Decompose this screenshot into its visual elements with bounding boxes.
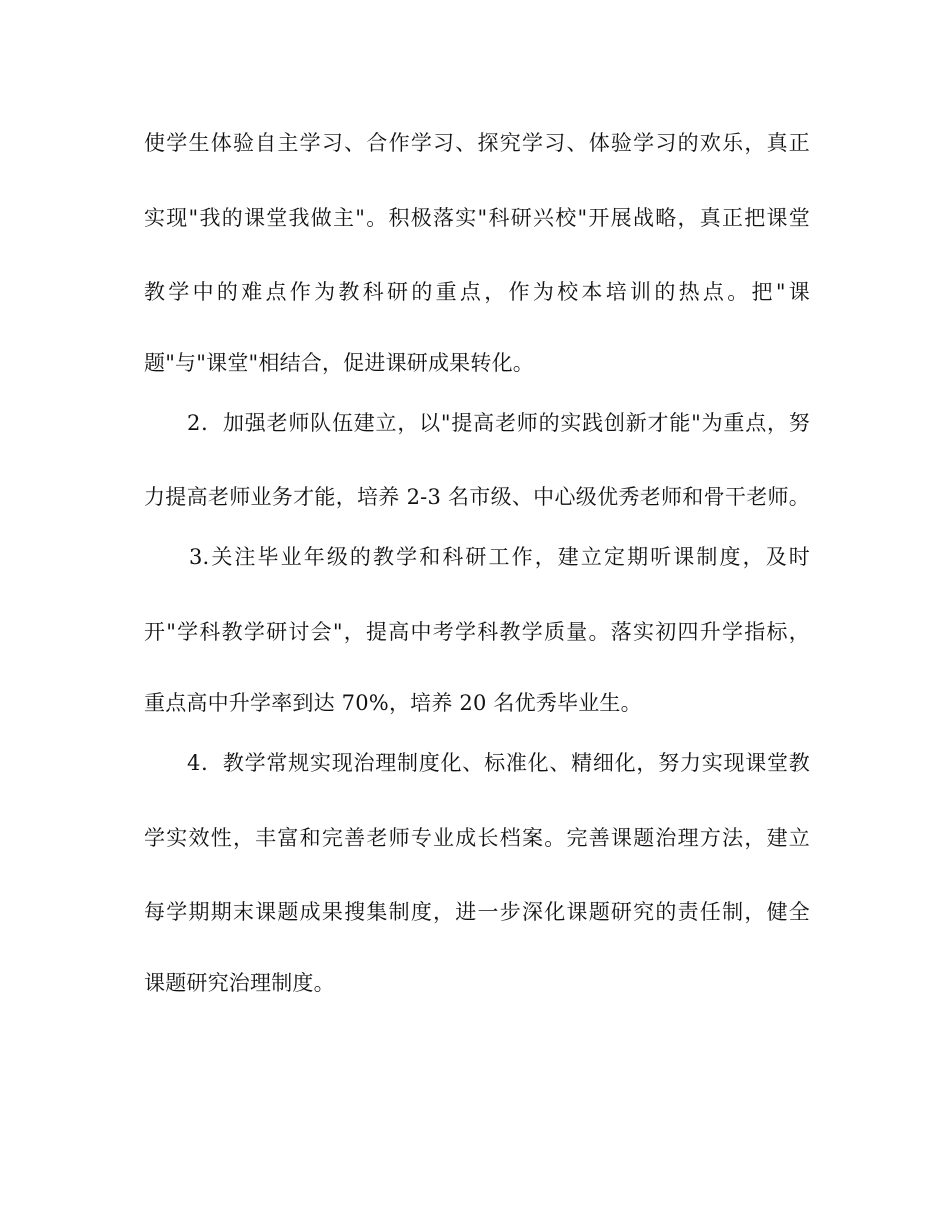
paragraph-1-line-2: 实现"我的课堂我做主"。积极落实"科研兴校"开展战略，真正把课堂 (144, 206, 810, 230)
paragraph-4-line-1: 4．教学常规实现治理制度化、标准化、精细化，努力实现课堂教 (187, 751, 810, 775)
paragraph-3-line-3: 重点高中升学率到达 70%，培养 20 名优秀毕业生。 (144, 691, 642, 715)
paragraph-4-line-2: 学实效性，丰富和完善老师专业成长档案。完善课题治理方法，建立 (144, 826, 810, 850)
paragraph-1-line-4: 题"与"课堂"相结合，促进课研成果转化。 (144, 351, 534, 375)
paragraph-1-line-3: 教学中的难点作为教科研的重点，作为校本培训的热点。把"课 (144, 280, 810, 304)
paragraph-3-line-2: 开"学科教学研讨会"，提高中考学科教学质量。落实初四升学指标， (144, 620, 810, 644)
paragraph-2-line-2: 力提高老师业务才能，培养 2-3 名市级、中心级优秀老师和骨干老师。 (144, 485, 810, 509)
paragraph-3-line-1: 3.关注毕业年级的教学和科研工作，建立定期听课制度，及时 (189, 545, 810, 569)
paragraph-2-line-1: 2．加强老师队伍建立，以"提高老师的实践创新才能"为重点，努 (187, 411, 810, 435)
paragraph-4-line-3: 每学期期末课题成果搜集制度，进一步深化课题研究的责任制，健全 (144, 900, 810, 924)
paragraph-1-line-1: 使学生体验自主学习、合作学习、探究学习、体验学习的欢乐，真正 (144, 131, 810, 155)
paragraph-4-line-4: 课题研究治理制度。 (144, 971, 335, 995)
